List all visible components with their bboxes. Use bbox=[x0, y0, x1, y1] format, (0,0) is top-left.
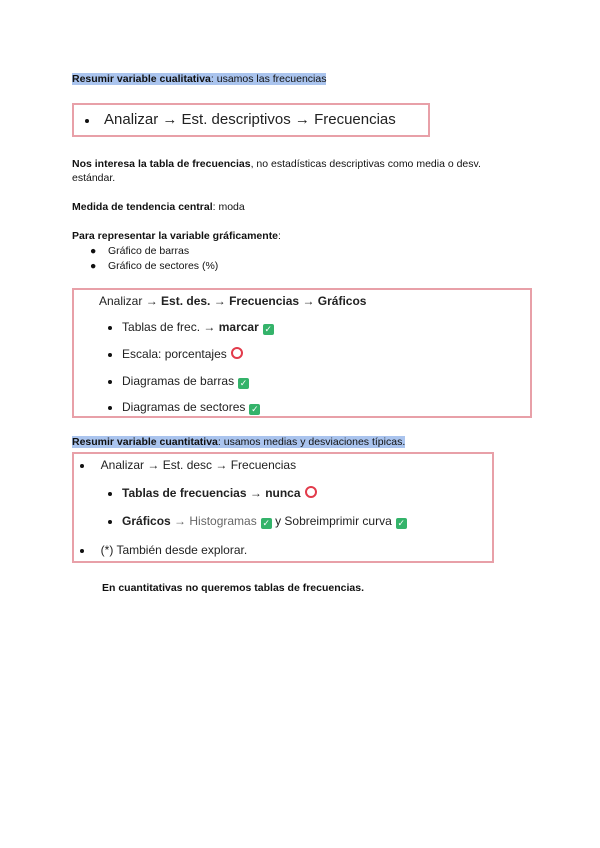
heading-rest: : usamos medias y desviaciones típicas. bbox=[217, 436, 406, 448]
paragraph-rest: , no estadísticas descriptivas como media o desv. bbox=[250, 158, 481, 170]
bullet bbox=[85, 119, 89, 123]
bullet bbox=[80, 464, 84, 468]
path-part: Analizar → bbox=[99, 294, 162, 308]
list-item bbox=[108, 399, 260, 415]
red-circle-icon bbox=[231, 347, 243, 359]
bullet bbox=[108, 520, 112, 524]
check-icon: ✓ bbox=[397, 518, 406, 528]
list-item bbox=[108, 346, 243, 362]
item-text: → Histogramas bbox=[170, 514, 257, 528]
representar-grafica-paragraph bbox=[72, 229, 281, 243]
check-icon: ✓ bbox=[262, 518, 270, 528]
item-text: → bbox=[246, 486, 266, 500]
cuantitativas-note: En cuantitativas no queremos tablas de frecuencias. bbox=[102, 582, 365, 594]
list-item bbox=[108, 319, 274, 335]
item-text: Diagramas de sectores bbox=[122, 400, 246, 414]
item-text-bold: marcar bbox=[218, 320, 259, 334]
item-text: Analizar → Est. desc → Frecuencias bbox=[100, 458, 297, 472]
bullet: ● bbox=[90, 245, 97, 257]
bullet bbox=[80, 549, 84, 553]
graficos-path bbox=[99, 293, 366, 309]
item-text-bold: Gráficos bbox=[122, 514, 171, 528]
heading-rest: : usamos las frecuencias bbox=[210, 73, 327, 85]
paragraph-bold: Nos interesa la tabla de frecuencias bbox=[72, 158, 251, 170]
paragraph-bold: Medida de tendencia central bbox=[72, 201, 213, 213]
paragraph-rest: : bbox=[278, 230, 281, 242]
paragraph-rest: : moda bbox=[212, 201, 245, 213]
path-part: → bbox=[299, 294, 318, 308]
bullet bbox=[108, 492, 112, 496]
list-item bbox=[90, 259, 218, 273]
red-circle-icon bbox=[305, 486, 317, 498]
item-text: Diagramas de barras bbox=[122, 374, 235, 388]
item-text-bold: nunca bbox=[265, 486, 301, 500]
list-item bbox=[108, 513, 407, 529]
menu-path-box-cuantitativa bbox=[72, 452, 494, 563]
list-item-label: Gráfico de barras bbox=[108, 245, 190, 257]
menu-path-text: Analizar → Est. descriptivos → Frecuencias bbox=[104, 111, 396, 128]
menu-path-box-cualitativa bbox=[72, 103, 430, 137]
list-item bbox=[90, 244, 189, 258]
path-part-bold: Frecuencias bbox=[229, 294, 300, 308]
bullet: ● bbox=[90, 260, 97, 272]
path-part: → bbox=[210, 294, 230, 308]
path-part-bold: Gráficos bbox=[317, 294, 367, 308]
item-text: Escala: porcentajes bbox=[122, 347, 227, 361]
list-item bbox=[108, 485, 317, 501]
path-part-bold: Est. des. bbox=[161, 294, 211, 308]
paragraph-bold: Para representar la variable gráficamente bbox=[72, 230, 279, 242]
bullet bbox=[108, 380, 112, 384]
heading-bold: Resumir variable cuantitativa bbox=[72, 436, 218, 448]
tendencia-central-paragraph bbox=[72, 200, 245, 214]
check-icon: ✓ bbox=[251, 404, 259, 414]
heading-bold: Resumir variable cualitativa bbox=[72, 73, 211, 85]
item-text: (*) También desde explorar. bbox=[100, 543, 248, 557]
section-cuantitativa-heading bbox=[72, 435, 405, 449]
item-text-bold: Tablas de frecuencias bbox=[122, 486, 247, 500]
bullet bbox=[108, 326, 112, 330]
check-icon: ✓ bbox=[239, 378, 248, 388]
bullet bbox=[108, 406, 112, 410]
paragraph-rest-line2: estándar. bbox=[72, 172, 116, 184]
list-item-label: Gráfico de sectores (%) bbox=[108, 260, 219, 272]
item-text: Tablas de frec. → bbox=[122, 320, 219, 334]
item-text: y Sobreimprimir curva bbox=[271, 514, 392, 528]
check-icon: ✓ bbox=[264, 324, 273, 334]
section-cualitativa-heading bbox=[72, 72, 326, 86]
list-item bbox=[80, 542, 247, 558]
bullet bbox=[108, 353, 112, 357]
tabla-frecuencias-paragraph bbox=[72, 157, 542, 185]
list-item bbox=[108, 373, 249, 389]
menu-path-box-graficos bbox=[72, 288, 532, 418]
list-item bbox=[80, 457, 296, 473]
